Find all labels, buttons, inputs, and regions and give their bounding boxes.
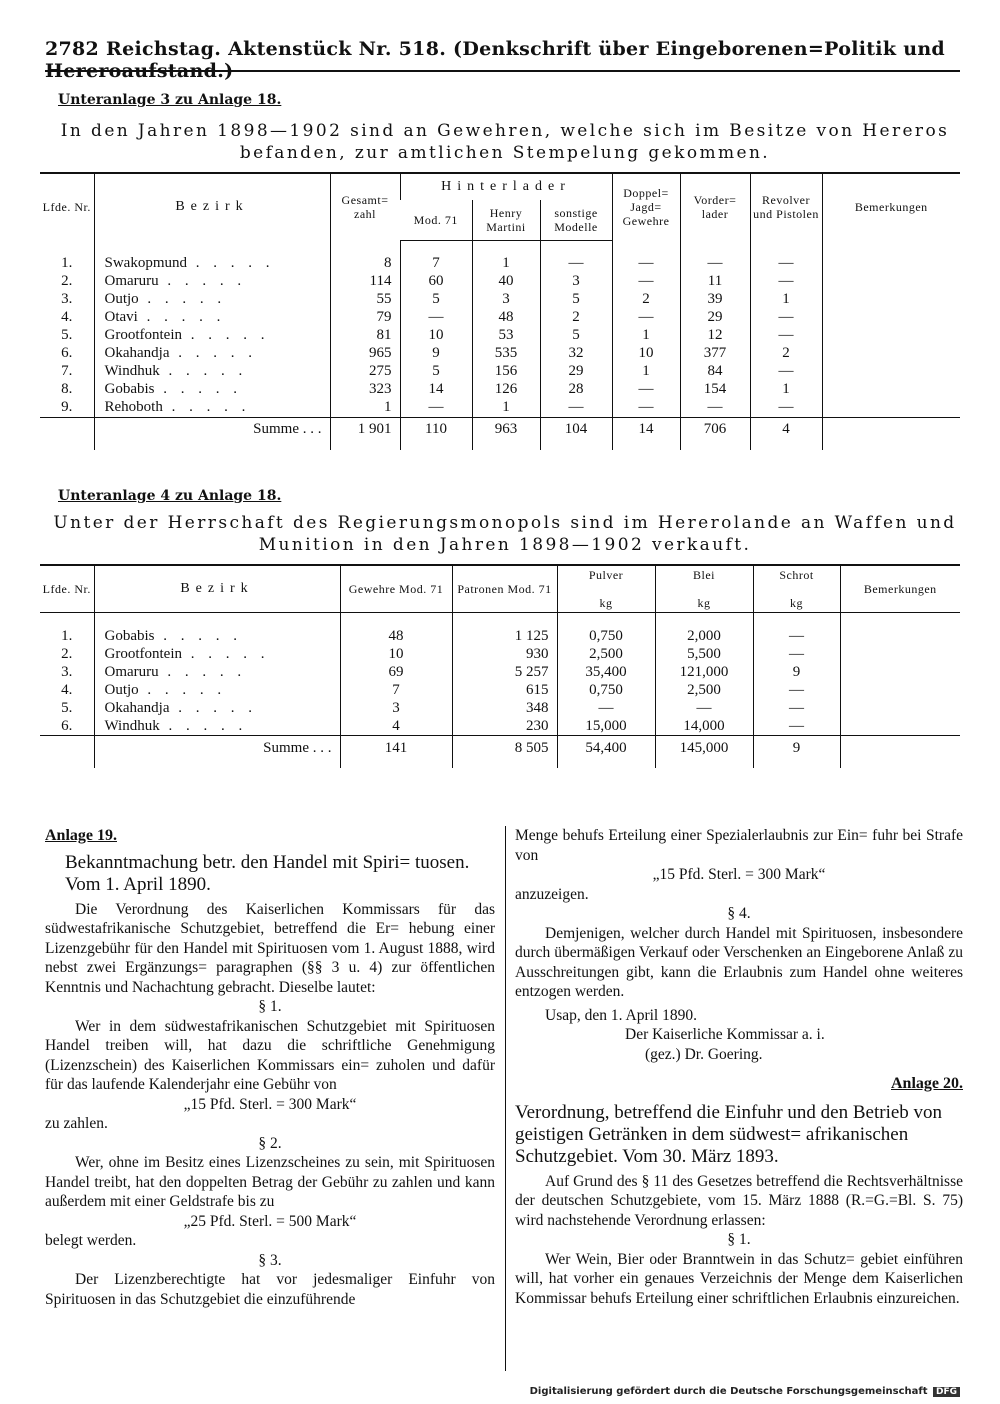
ua3-cell: 39 bbox=[680, 291, 750, 309]
ua4-blei-label: Blei bbox=[693, 568, 715, 582]
ua3-cell: 14 bbox=[400, 381, 472, 399]
leader-dots: . . . . . bbox=[138, 681, 227, 698]
ua4-cell-bemerkungen bbox=[840, 627, 960, 645]
a19-s4: § 4. bbox=[727, 905, 751, 922]
ua3-bezirk-name: Otavi bbox=[104, 309, 138, 325]
ua3-sum-cell: 110 bbox=[400, 417, 472, 442]
a19-s1-text: Wer in dem südwestafrikanischen Schutzgebiet mit Spirituosen Handel treiben will, hat dazu die schriftliche Genehmigung (Lizenzschein) des Kaiserlichen Kommissars ein= zuholen und dafür für das laufende Kalenderjahr eine Gebühr von bbox=[45, 1017, 495, 1093]
ua4-cell: — bbox=[557, 699, 655, 717]
ua4-cell: 14,000 bbox=[655, 717, 753, 736]
a19-s2-end: belegt werden. bbox=[45, 1232, 137, 1249]
ua3-cell: 6. bbox=[61, 345, 73, 361]
ua3-cell: — bbox=[540, 399, 612, 418]
left-column bbox=[45, 826, 495, 1309]
a20-s1: § 1. bbox=[727, 1231, 751, 1248]
ua4-cell-bemerkungen bbox=[840, 717, 960, 736]
ua3-cell: 2. bbox=[61, 273, 73, 289]
ua4-cell: 230 bbox=[452, 717, 557, 736]
ua4-sum-cell: 145,000 bbox=[655, 736, 753, 761]
ua3-cell: 9. bbox=[61, 399, 73, 415]
a19-s3-text: Der Lizenzberechtigte hat vor jedesmaliger Einfuhr von Spirituosen in das Schutzgebiet die einzuführende bbox=[45, 1271, 495, 1308]
ua3-cell: — bbox=[612, 273, 680, 291]
ua3-cell: 8 bbox=[330, 255, 400, 273]
ua3-cell: 1 bbox=[750, 381, 822, 399]
ua3-col-hinterlader: Hinterlader bbox=[400, 173, 612, 200]
ua4-cell: 4 bbox=[340, 717, 452, 736]
leader-dots: . . . . . bbox=[159, 363, 248, 379]
ua3-cell-bemerkungen bbox=[822, 345, 960, 363]
ua4-cell-bezirk bbox=[94, 717, 340, 736]
ua4-bezirk-name: Outjo bbox=[104, 681, 139, 698]
leader-dots: . . . . . bbox=[154, 627, 242, 644]
leader-dots: . . . . . bbox=[162, 399, 251, 415]
ua3-cell: — bbox=[612, 381, 680, 399]
ua4-cell: 2. bbox=[61, 645, 73, 662]
ua3-col-lfd: Lfde. Nr. bbox=[42, 200, 91, 214]
ua4-cell: 69 bbox=[340, 663, 452, 681]
ua4-intro: Unter der Herrschaft des Regierungsmonopols sind im Hererolande an Waffen und Munition in den Jahren 1898—1902 verkauft. bbox=[53, 513, 957, 555]
leader-dots: . . . . . bbox=[158, 663, 247, 680]
ua4-col-lfd: Lfde. Nr. bbox=[40, 565, 94, 613]
column-divider bbox=[505, 826, 506, 1371]
ua4-cell-bemerkungen bbox=[840, 645, 960, 663]
ua3-cell: 2 bbox=[750, 345, 822, 363]
ua3-cell: 5. bbox=[61, 327, 73, 343]
ua3-cell-bemerkungen bbox=[822, 273, 960, 291]
leader-dots: . . . . . bbox=[158, 273, 247, 289]
footer-text: Digitalisierung gefördert durch die Deutsche Forschungsgemeinschaft bbox=[529, 1386, 928, 1397]
ua4-cell: 48 bbox=[340, 627, 452, 645]
ua4-cell: 348 bbox=[452, 699, 557, 717]
ua3-cell: 126 bbox=[472, 381, 540, 399]
ua3-cell: 5 bbox=[400, 291, 472, 309]
ua3-cell: 10 bbox=[612, 345, 680, 363]
leader-dots: . . . . . bbox=[181, 645, 270, 662]
ua4-cell: 1 125 bbox=[452, 627, 557, 645]
ua4-col-pulver bbox=[557, 565, 655, 613]
leader-dots: . . . . . bbox=[169, 699, 257, 716]
ua3-cell: 114 bbox=[330, 273, 400, 291]
ua3-row bbox=[40, 363, 960, 381]
ua3-col-bezirk: Bezirk bbox=[94, 173, 330, 240]
ua3-cell: — bbox=[612, 255, 680, 273]
ua3-cell: 323 bbox=[330, 381, 400, 399]
ua3-cell: 32 bbox=[540, 345, 612, 363]
ua3-cell: 377 bbox=[680, 345, 750, 363]
ua3-cell: — bbox=[540, 255, 612, 273]
ua3-col-revolver: Revolver und Pistolen bbox=[750, 173, 822, 240]
ua3-cell: — bbox=[750, 363, 822, 381]
ua3-cell: 9 bbox=[400, 345, 472, 363]
ua3-sum-row bbox=[40, 417, 960, 442]
ua3-col-henry: Henry Martini bbox=[472, 200, 540, 240]
ua3-cell: — bbox=[400, 399, 472, 418]
ua4-cell-bemerkungen bbox=[840, 699, 960, 717]
ua4-cell: 15,000 bbox=[557, 717, 655, 736]
ua3-cell: 40 bbox=[472, 273, 540, 291]
ua4-cell: 5. bbox=[61, 699, 73, 716]
ua3-cell: 1 bbox=[330, 399, 400, 418]
ua3-cell: 29 bbox=[540, 363, 612, 381]
ua3-cell: — bbox=[750, 273, 822, 291]
a19-intro: Die Verordnung des Kaiserlichen Kommissars für das südwestafrikanische Schutzgebiet, betreffend die Er= hebung einer Lizenzgebühr für den Handel mit Spirituosen vom 1. August 1888, wird nebst zwei Ergänzungs= paragraphen (§§ 3 u. 4) zur öffentlichen Kenntnis und Nachachtung gebracht. Dieselbe lautet: bbox=[45, 900, 495, 996]
ua3-cell-bezirk bbox=[94, 255, 330, 273]
ua4-cell: 1. bbox=[61, 627, 73, 644]
ua3-intro: In den Jahren 1898—1902 sind an Gewehren, welche sich im Besitze von Hereros befanden, zur amtlichen Stempelung gekommen. bbox=[60, 121, 950, 163]
ua3-cell: 12 bbox=[680, 327, 750, 345]
ua4-col-patronen: Patronen Mod. 71 bbox=[452, 565, 557, 613]
a19-s2: § 2. bbox=[258, 1134, 282, 1152]
ua4-cell: 4. bbox=[61, 681, 73, 698]
ua3-cell-bemerkungen bbox=[822, 291, 960, 309]
ua3-cell: 4. bbox=[61, 309, 73, 325]
ua4-bezirk-name: Gobabis bbox=[104, 627, 155, 644]
ua3-cell: 5 bbox=[400, 363, 472, 381]
a19-s3-end: anzuzeigen. bbox=[515, 885, 589, 903]
ua4-cell: — bbox=[753, 681, 840, 699]
ua4-sum-cell: 141 bbox=[340, 736, 452, 761]
ua3-cell: 5 bbox=[540, 291, 612, 309]
ua4-label: Unteranlage 4 zu Anlage 18. bbox=[58, 488, 282, 504]
ua4-cell: 2,500 bbox=[557, 645, 655, 663]
leader-dots: . . . . . bbox=[138, 291, 227, 307]
ua3-sum-cell: 1 901 bbox=[330, 417, 400, 442]
ua3-cell: — bbox=[680, 255, 750, 273]
ua3-cell: 1 bbox=[472, 255, 540, 273]
ua4-cell-bezirk bbox=[94, 645, 340, 663]
a19-s3-cont: Menge behufs Erteilung einer Spezialerlaubnis zur Ein= fuhr bei Strafe von bbox=[515, 827, 963, 864]
a19-s3-amount: „15 Pfd. Sterl. = 300 Mark“ bbox=[652, 866, 826, 883]
ua3-cell: — bbox=[400, 309, 472, 327]
ua3-cell-bemerkungen bbox=[822, 381, 960, 399]
ua3-col-doppel: Doppel= Jagd= Gewehre bbox=[612, 173, 680, 240]
ua4-cell: — bbox=[753, 699, 840, 717]
ua4-sum-label: Summe . . . bbox=[94, 736, 340, 761]
ua3-cell: 275 bbox=[330, 363, 400, 381]
ua4-col-bem: Bemerkungen bbox=[840, 565, 960, 613]
leader-dots: . . . . . bbox=[181, 327, 270, 343]
ua3-cell-bezirk bbox=[94, 399, 330, 418]
ua3-cell: 154 bbox=[680, 381, 750, 399]
ua4-row bbox=[40, 645, 960, 663]
ua4-cell: 6. bbox=[61, 717, 73, 734]
ua3-bezirk-name: Windhuk bbox=[104, 363, 160, 379]
leader-dots: . . . . . bbox=[187, 255, 275, 271]
ua3-cell-bezirk bbox=[94, 363, 330, 381]
ua3-sum-cell: 14 bbox=[612, 417, 680, 442]
ua3-cell-bemerkungen bbox=[822, 363, 960, 381]
ua4-row bbox=[40, 627, 960, 645]
ua3-cell-bemerkungen bbox=[822, 309, 960, 327]
ua4-bezirk-name: Okahandja bbox=[104, 699, 170, 716]
a19-label: Anlage 19. bbox=[45, 827, 117, 844]
ua3-cell: 3 bbox=[540, 273, 612, 291]
leader-dots: . . . . . bbox=[169, 345, 257, 361]
ua4-schrot-label: Schrot bbox=[779, 568, 814, 582]
ua3-cell: — bbox=[612, 399, 680, 418]
ua4-cell: 121,000 bbox=[655, 663, 753, 681]
ua3-cell: — bbox=[750, 399, 822, 418]
ua3-cell: 53 bbox=[472, 327, 540, 345]
ua4-row bbox=[40, 717, 960, 736]
ua3-cell: 48 bbox=[472, 309, 540, 327]
a19-s1-amount: „15 Pfd. Sterl. = 300 Mark“ bbox=[183, 1095, 357, 1113]
ua3-cell: 1 bbox=[472, 399, 540, 418]
ua3-sum-label: Summe . . . bbox=[94, 417, 330, 442]
ua3-sum-cell: 104 bbox=[540, 417, 612, 442]
dfg-logo: DFG bbox=[933, 1387, 960, 1397]
ua3-row bbox=[40, 399, 960, 418]
ua4-cell: 930 bbox=[452, 645, 557, 663]
ua4-unit: kg bbox=[790, 596, 803, 610]
ua3-cell: 3 bbox=[472, 291, 540, 309]
ua3-cell: 81 bbox=[330, 327, 400, 345]
ua4-cell-bezirk bbox=[94, 699, 340, 717]
ua4-bezirk-name: Grootfontein bbox=[104, 645, 182, 662]
ua3-cell-bezirk bbox=[94, 327, 330, 345]
right-column bbox=[515, 826, 963, 1308]
footer bbox=[530, 1386, 960, 1397]
ua3-cell: 29 bbox=[680, 309, 750, 327]
ua4-pulver-label: Pulver bbox=[588, 568, 624, 582]
a19-s2-text: Wer, ohne im Besitz eines Lizenzscheines zu sein, mit Spirituosen Handel treibt, hat den doppelten Betrag der Gebühr zu zahlen und kann außerdem mit einer Geldstrafe bis zu bbox=[45, 1154, 495, 1210]
ua4-cell: 35,400 bbox=[557, 663, 655, 681]
ua3-cell: 2 bbox=[540, 309, 612, 327]
ua4-sum-row bbox=[40, 736, 960, 761]
ua3-cell: 7. bbox=[61, 363, 73, 379]
ua3-cell: 1. bbox=[61, 255, 73, 271]
ua3-col-bem: Bemerkungen bbox=[822, 173, 960, 240]
ua3-cell-bemerkungen bbox=[822, 327, 960, 345]
ua4-cell: 5 257 bbox=[452, 663, 557, 681]
ua3-cell: 2 bbox=[612, 291, 680, 309]
a19-s2-amount: „25 Pfd. Sterl. = 500 Mark“ bbox=[183, 1212, 357, 1230]
ua3-cell: 10 bbox=[400, 327, 472, 345]
ua4-cell: 5,500 bbox=[655, 645, 753, 663]
ua3-cell-bezirk bbox=[94, 309, 330, 327]
ua4-sum-cell: 54,400 bbox=[557, 736, 655, 761]
ua3-cell: 965 bbox=[330, 345, 400, 363]
a19-title: Bekanntmachung betr. den Handel mit Spiri= tuosen. Vom 1. April 1890. bbox=[65, 851, 470, 895]
ua4-sum-cell: 8 505 bbox=[452, 736, 557, 761]
ua3-bezirk-name: Grootfontein bbox=[104, 327, 182, 343]
ua3-bezirk-name: Outjo bbox=[104, 291, 139, 307]
page-header: 2782 Reichstag. Aktenstück Nr. 518. (Denkschrift über Eingeborenen=Politik und Hereroaufstand.) bbox=[45, 38, 946, 82]
a20-title: Verordnung, betreffend die Einfuhr und den Betrieb von geistigen Getränken in dem südwest= afrikanischen Schutzgebiet. Vom 30. März 1893. bbox=[515, 1101, 943, 1167]
ua3-cell: 3. bbox=[61, 291, 73, 307]
ua4-col-bezirk: Bezirk bbox=[94, 565, 340, 613]
ua3-cell: 60 bbox=[400, 273, 472, 291]
ua3-bezirk-name: Rehoboth bbox=[104, 399, 163, 415]
ua4-unit: kg bbox=[599, 596, 613, 610]
ua3-cell: 5 bbox=[540, 327, 612, 345]
ua4-cell: — bbox=[753, 717, 840, 736]
ua3-row bbox=[40, 345, 960, 363]
ua4-col-schrot bbox=[753, 565, 840, 613]
ua4-row bbox=[40, 663, 960, 681]
a20-label: Anlage 20. bbox=[891, 1075, 963, 1092]
ua3-cell: 535 bbox=[472, 345, 540, 363]
ua4-bezirk-name: Omaruru bbox=[104, 663, 159, 680]
a19-sig1: Der Kaiserliche Kommissar a. i. bbox=[625, 1026, 825, 1043]
a19-s3: § 3. bbox=[258, 1251, 282, 1269]
ua3-col-vorder: Vorder= lader bbox=[680, 173, 750, 240]
ua3-bezirk-name: Swakopmund bbox=[104, 255, 187, 271]
ua4-cell: — bbox=[753, 627, 840, 645]
ua3-col-gesamt: Gesamt= zahl bbox=[330, 173, 400, 240]
ua4-cell-bezirk bbox=[94, 663, 340, 681]
ua3-cell-bezirk bbox=[94, 291, 330, 309]
ua3-cell-bezirk bbox=[94, 345, 330, 363]
ua3-row bbox=[40, 255, 960, 273]
ua3-cell: 1 bbox=[750, 291, 822, 309]
ua4-cell: 10 bbox=[340, 645, 452, 663]
ua3-cell: 11 bbox=[680, 273, 750, 291]
ua4-cell: 0,750 bbox=[557, 627, 655, 645]
ua4-cell: 7 bbox=[340, 681, 452, 699]
ua3-cell: 1 bbox=[612, 327, 680, 345]
ua3-cell: 28 bbox=[540, 381, 612, 399]
ua3-cell: 84 bbox=[680, 363, 750, 381]
ua3-cell-bezirk bbox=[94, 273, 330, 291]
ua4-cell-bemerkungen bbox=[840, 663, 960, 681]
ua3-cell: — bbox=[680, 399, 750, 418]
header-rule bbox=[45, 70, 960, 72]
leader-dots: . . . . . bbox=[137, 309, 226, 325]
ua4-cell: — bbox=[655, 699, 753, 717]
ua4-sum-cell: 9 bbox=[753, 736, 840, 761]
ua3-row bbox=[40, 291, 960, 309]
ua3-cell-bemerkungen bbox=[822, 255, 960, 273]
ua4-col-gewehre: Gewehre Mod. 71 bbox=[340, 565, 452, 613]
ua3-cell: — bbox=[750, 327, 822, 345]
ua4-unit: kg bbox=[697, 596, 711, 610]
ua3-sum-cell: 4 bbox=[750, 417, 822, 442]
ua3-sum-cell: 963 bbox=[472, 417, 540, 442]
ua3-cell: — bbox=[750, 255, 822, 273]
a20-intro: Auf Grund des § 11 des Gesetzes betreffend die Rechtsverhältnisse der deutschen Schutzgebiete, vom 15. März 1888 (R.=G.=Bl. S. 75) wird nachstehende Verordnung erlassen: bbox=[515, 1172, 963, 1229]
ua3-bezirk-name: Okahandja bbox=[104, 345, 170, 361]
a19-s1-end: zu zahlen. bbox=[45, 1115, 108, 1132]
ua4-row bbox=[40, 699, 960, 717]
ua3-cell: 55 bbox=[330, 291, 400, 309]
ua3-cell: 7 bbox=[400, 255, 472, 273]
ua3-cell: 156 bbox=[472, 363, 540, 381]
ua4-cell: 2,000 bbox=[655, 627, 753, 645]
ua3-cell: 1 bbox=[612, 363, 680, 381]
ua3-cell: 79 bbox=[330, 309, 400, 327]
ua4-col-blei bbox=[655, 565, 753, 613]
ua3-row bbox=[40, 309, 960, 327]
ua4-cell: 2,500 bbox=[655, 681, 753, 699]
ua4-cell: 0,750 bbox=[557, 681, 655, 699]
ua4-row bbox=[40, 681, 960, 699]
ua3-cell-bezirk bbox=[94, 381, 330, 399]
a19-sig2: (gez.) Dr. Goering. bbox=[645, 1045, 763, 1063]
ua3-row bbox=[40, 381, 960, 399]
ua3-row bbox=[40, 273, 960, 291]
ua3-cell: — bbox=[612, 309, 680, 327]
ua4-table bbox=[40, 564, 960, 768]
a19-s1: § 1. bbox=[258, 998, 282, 1015]
a20-s1-text: Wer Wein, Bier oder Branntwein in das Schutz= gebiet einführen will, hat vorher ein genaues Verzeichnis der Menge dem Kaiserlichen Kommissar behufs Erteilung einer schriftlichen Erlaubnis einzureichen. bbox=[515, 1250, 963, 1307]
ua3-col-mod71: Mod. 71 bbox=[400, 200, 472, 240]
ua4-cell: — bbox=[753, 645, 840, 663]
ua4-cell-bemerkungen bbox=[840, 681, 960, 699]
ua3-bezirk-name: Omaruru bbox=[104, 273, 159, 289]
ua4-cell: 9 bbox=[753, 663, 840, 681]
ua3-bezirk-name: Gobabis bbox=[104, 381, 155, 397]
ua4-cell-bezirk bbox=[94, 681, 340, 699]
ua4-bezirk-name: Windhuk bbox=[104, 717, 160, 734]
ua4-cell-bezirk bbox=[94, 627, 340, 645]
ua3-cell-bemerkungen bbox=[822, 399, 960, 418]
ua3-sum-cell: 706 bbox=[680, 417, 750, 442]
ua4-cell: 3 bbox=[340, 699, 452, 717]
leader-dots: . . . . . bbox=[154, 381, 242, 397]
ua3-cell: — bbox=[750, 309, 822, 327]
ua3-cell: 8. bbox=[61, 381, 73, 397]
ua3-row bbox=[40, 327, 960, 345]
ua4-cell: 3. bbox=[61, 663, 73, 680]
a19-place: Usap, den 1. April 1890. bbox=[545, 1006, 697, 1024]
ua3-col-sonstige: sonstige Modelle bbox=[540, 200, 612, 240]
ua4-cell: 615 bbox=[452, 681, 557, 699]
leader-dots: . . . . . bbox=[159, 717, 248, 734]
ua3-label: Unteranlage 3 zu Anlage 18. bbox=[58, 92, 282, 108]
ua3-table bbox=[40, 172, 960, 450]
a19-s4-text: Demjenigen, welcher durch Handel mit Spirituosen, insbesondere durch übermäßigen Verkauf oder Verschenken an Eingeborene Anlaß zu Ausschreitungen gibt, kann die Erlaubnis zum Handel ohne weiteres entzogen werden. bbox=[515, 924, 963, 1000]
